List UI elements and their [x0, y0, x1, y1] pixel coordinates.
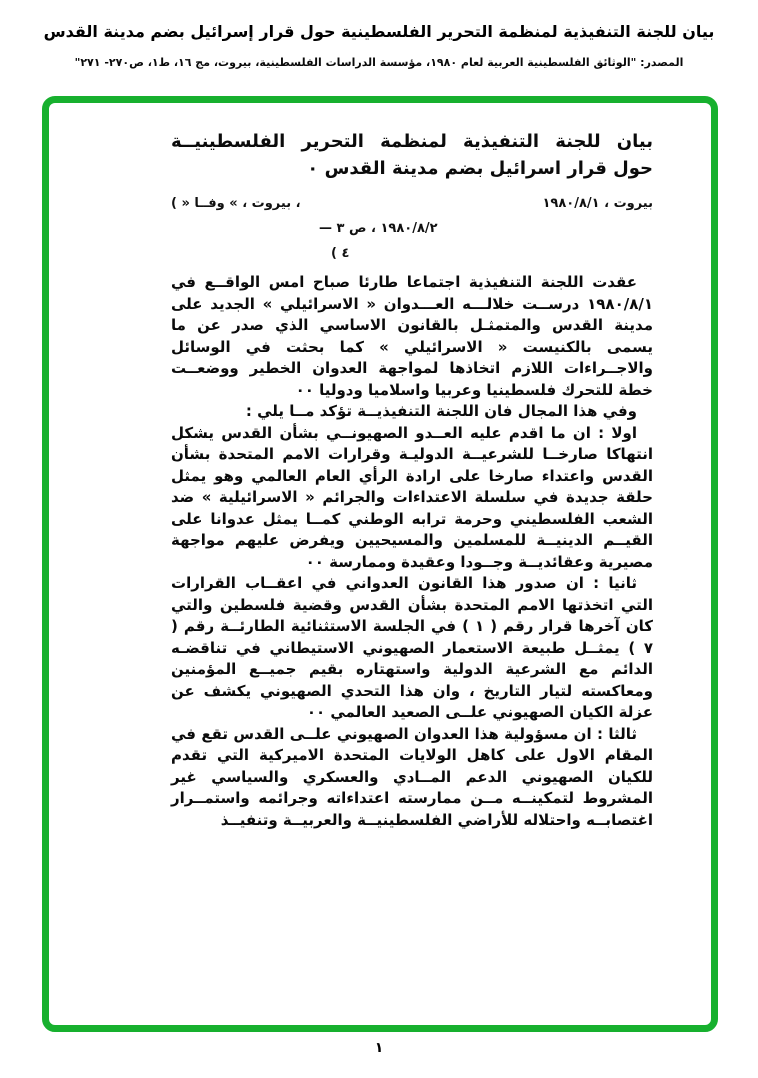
paragraph-second-point: ثانيا : ان صدور هذا القانون العدواني في اعقــاب القرارات التي اتخذتها الامم المتحدة بشأن القدس وقضية فلسطين والتي كان آخرها قرار رقم ( ١ ) في الجلسة الاستثنائية الطارئــة رقم ( ٧ ) يمثــل طبيعة الاستعمار الصهيوني الاستيطاني في تناقضـه الدائم مع الشرعية الدولية واستهتاره بقيم جميــع المؤمنين ومعاكسته لتيار التاريخ ، وان هذا التحدي الصهيوني يكشف عن عزلة الكيان الصهيوني علــى الصعيد العالمي ٠٠	[171, 574, 654, 721]
dateline-row1	[171, 191, 653, 216]
source-citation: المصدر: "الوثائق الفلسطينية العربية لعام ١٩٨٠، مؤسسة الدراسات الفلسطينية، بيروت، مج ١٦، ط١، ص٢٧٠- ٢٧١"	[74, 56, 684, 69]
paragraph-third-point: ثالثا : ان مسؤولية هذا العدوان الصهيوني علــى القدس تقع في المقام الاول على كاهل الولايات المتحدة الاميركية التي تقدم للكيان الصهيوني الدعم المــادي والعسكري والسياسي غير المشروط لتمكينــه مــن ممارسته اعتداءاته وجرائمه واستمــرار اغتصابــه واحتلاله للأراضي الفلسطينيــة والعربيــة وتنفيــذ	[171, 724, 653, 829]
document-frame	[42, 96, 718, 1032]
document-title-line1: بيان للجنة التنفيذية لمنظمة التحرير الفلسطينيــة	[171, 131, 653, 152]
dateline-row2: ١٩٨٠/٨/٢ ، ص ٣ —	[319, 221, 438, 236]
scanned-document	[171, 128, 653, 831]
document-body	[171, 272, 653, 831]
paragraph-intro: عقدت اللجنة التنفيذية اجتماعا طارئا صباح امس الواقــع في ١٩٨٠/٨/١ درســت خلالـــه العـــدوان « الاسرائيلي » الجديد على مدينة القدس والمتمثـل بالقانون الاساسي الذي صدر عن ما يسمى بالكنيست « الاسرائيلي » كما بحثت في الوسائل والاجــراءات اللازم اتخاذها لمواجهة العدوان الخطير ووضعــت خطة للتحرك فلسطينيا وعربيا واسلاميا ودوليا ٠٠	[171, 273, 653, 399]
dateline-place-date: بيروت ، ١٩٨٠/٨/١	[542, 196, 653, 211]
page-title: بيان للجنة التنفيذية لمنظمة التحرير الفلسطينية حول قرار إسرائيل بضم مدينة القدس	[43, 22, 715, 41]
page-number: ١	[374, 1040, 384, 1056]
document-dateline	[171, 191, 653, 266]
dateline-row3: ٤ )	[331, 246, 350, 261]
paragraph-lead-in: وفي هذا المجال فان اللجنة التنفيذيــة تؤكد مــا يلي :	[245, 402, 637, 420]
document-title-line2: حول قرار اسرائيل بضم مدينة القدس ٠	[307, 158, 653, 179]
document-title	[171, 128, 653, 182]
dateline-agency: ، بيروت ، » وفــا « )	[171, 196, 301, 211]
paragraph-first-point: اولا : ان ما اقدم عليه العــدو الصهيونــي بشأن القدس يشكل انتهاكا صارخــا للشرعيــة الدوليـة وقرارات الامم المتحدة بشأن القدس واعتداء صارخا على ارادة الرأي العام العالمي وهو يمثل حلقة جديدة في سلسلة الاعتداءات والجرائم « الاسرائيلية » ضد الشعب الفلسطيني وحرمة ترابه الوطني كمــا يمثل عدوانا على القيــم الدينيــة للمسلمين والمسيحيين ويفرض عليهم مواجهة مصيرية وعقائديــة وجــودا وعقيدة وممارسة ٠٠	[171, 423, 653, 571]
